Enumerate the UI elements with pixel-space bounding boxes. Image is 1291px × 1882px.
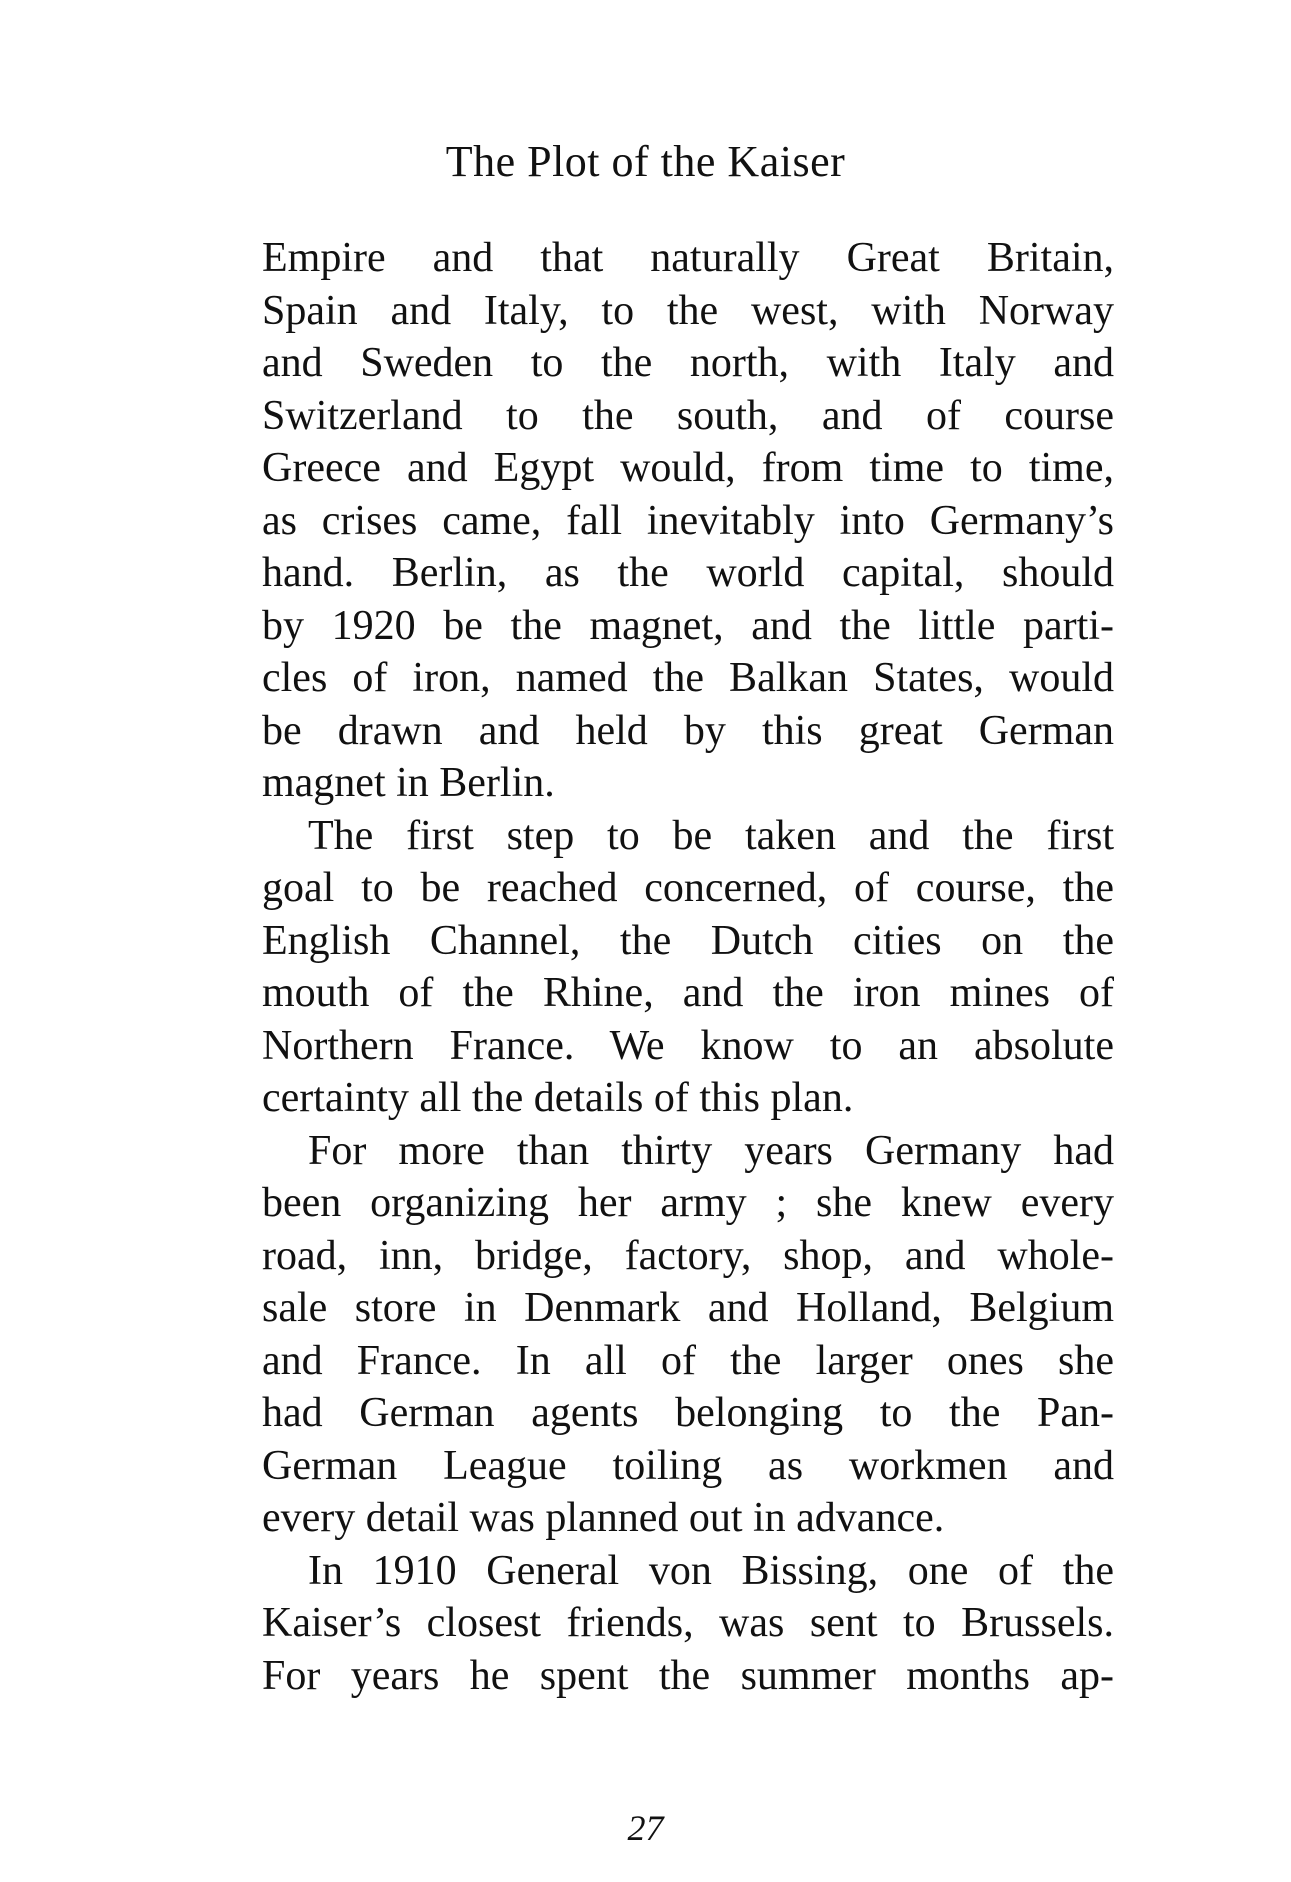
text-line: sale store in Denmark and Holland, Belgium [262,1285,1114,1331]
page-number: 27 [627,1808,664,1848]
text-line: and Sweden to the north, with Italy and [262,340,1114,386]
text-line: hand. Berlin, as the world capital, should [262,550,1114,596]
text-line: be drawn and held by this great German [262,707,1114,754]
text-line: Greece and Egypt would, from time to time, [262,445,1114,491]
text-line: Spain and Italy, to the west, with Norway [262,287,1114,334]
text-line: mouth of the Rhine, and the iron mines of [262,970,1114,1016]
text-line: by 1920 be the magnet, and the little parti- [262,602,1114,649]
text-line: For years he spent the summer months ap- [262,1652,1114,1699]
text-line: goal to be reached concerned, of course, the [262,865,1114,911]
text-line: every detail was planned out in advance. [262,1495,945,1541]
text-line: cles of iron, named the Balkan States, would [262,655,1114,701]
text-line: English Channel, the Dutch cities on the [262,917,1114,964]
text-line: Northern France. We know to an absolute [262,1022,1114,1069]
text-line: For more than thirty years Germany had [308,1127,1114,1174]
text-line: German League toiling as workmen and [262,1442,1114,1489]
text-line: Empire and that naturally Great Britain, [262,235,1114,281]
text-line: and France. In all of the larger ones she [262,1337,1114,1384]
body-text [262,232,1114,1702]
text-line: Kaiser’s closest friends, was sent to Brussels. [262,1600,1114,1646]
running-head: The Plot of the Kaiser [445,137,846,186]
text-line: been organizing her army ; she knew every [262,1180,1114,1226]
text-line: In 1910 General von Bissing, one of the [308,1547,1114,1594]
text-line: certainty all the details of this plan. [262,1075,854,1121]
text-line: road, inn, bridge, factory, shop, and whole- [262,1232,1114,1279]
text-line: magnet in Berlin. [262,760,555,806]
text-line: as crises came, fall inevitably into Germany’s [262,497,1114,544]
text-line: Switzerland to the south, and of course [262,392,1114,439]
text-line: had German agents belonging to the Pan- [262,1390,1114,1436]
text-line: The first step to be taken and the first [308,812,1114,859]
